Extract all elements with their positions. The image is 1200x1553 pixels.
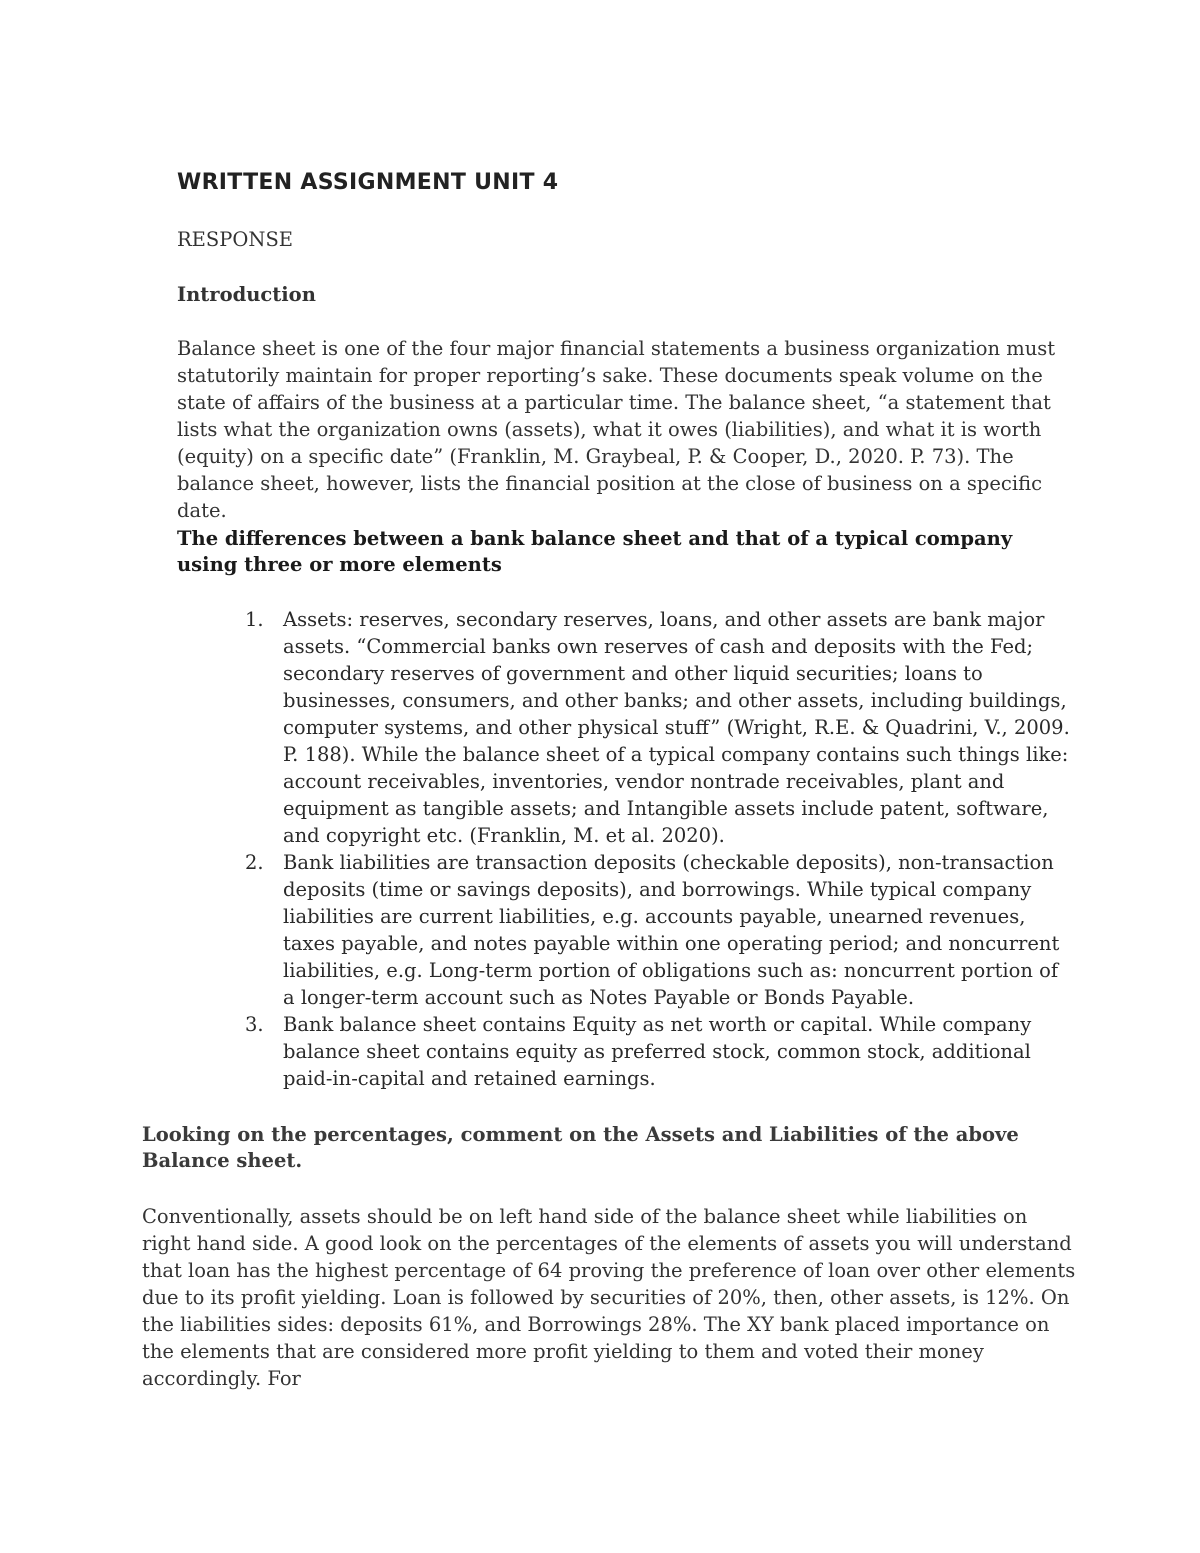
percentages-paragraph: Conventionally, assets should be on left hand side of the balance sheet while liabilities on right hand side. A good look on the percentages of the elements of assets you will understand that loan has the highest percentage of 64 proving the preference of loan over other elements due to its profit yielding. Loan is followed by securities of 20%, then, other assets, is 12%. On the liabilities sides: deposits 61%, and Borrowings 28%. The XY bank placed importance on the elements that are considered more profit yielding to them and voted their money accordingly. For <box>142 1205 1076 1390</box>
list-item <box>245 606 1075 849</box>
list-item-text: Assets: reserves, secondary reserves, loans, and other assets are bank major assets. “Commercial banks own reserves of cash and deposits with the Fed; secondary reserves of government and other liquid securities; loans to businesses, consumers, and other banks; and other assets, including buildings, computer systems, and other physical stuff” (Wright, R.E. & Quadrini, V., 2009. P. 188). While the balance sheet of a typical company contains such things like: account receivables, inventories, vendor nontrade receivables, plant and equipment as tangible assets; and Intangible assets include patent, software, and copyright etc. (Franklin, M. et al. 2020). <box>283 608 1070 847</box>
differences-list <box>245 606 1075 1092</box>
list-item-number: 1. <box>245 608 264 631</box>
differences-heading: The differences between a bank balance sheet and that of a typical company using three or more elements <box>177 527 1013 576</box>
percentages-heading: Looking on the percentages, comment on the Assets and Liabilities of the above Balance sheet. <box>142 1123 1019 1172</box>
list-item <box>245 849 1075 1011</box>
introduction-paragraph: Balance sheet is one of the four major financial statements a business organization must statutorily maintain for proper reporting’s sake. These documents speak volume on the state of affairs of the business at a particular time. The balance sheet, “a statement that lists what the organization owns (assets), what it owes (liabilities), and what it is worth (equity) on a specific date” (Franklin, M. Graybeal, P. & Cooper, D., 2020. P. 73). The balance sheet, however, lists the financial position at the close of business on a specific date. <box>177 337 1056 522</box>
list-item-text: Bank liabilities are transaction deposits (checkable deposits), non-transaction deposits (time or savings deposits), and borrowings. While typical company liabilities are current liabilities, e.g. accounts payable, unearned revenues, taxes payable, and notes payable within one operating period; and noncurrent liabilities, e.g. Long-term portion of obligations such as: noncurrent portion of a longer-term account such as Notes Payable or Bonds Payable. <box>283 851 1060 1009</box>
list-item-number: 3. <box>245 1013 264 1036</box>
document-title: WRITTEN ASSIGNMENT UNIT 4 <box>177 170 559 195</box>
list-item <box>245 1011 1075 1092</box>
list-item-text: Bank balance sheet contains Equity as net worth or capital. While company balance sheet contains equity as preferred stock, common stock, additional paid-in-capital and retained earnings. <box>283 1013 1032 1090</box>
list-item-number: 2. <box>245 851 264 874</box>
response-label: RESPONSE <box>177 228 294 251</box>
introduction-heading: Introduction <box>177 283 316 306</box>
